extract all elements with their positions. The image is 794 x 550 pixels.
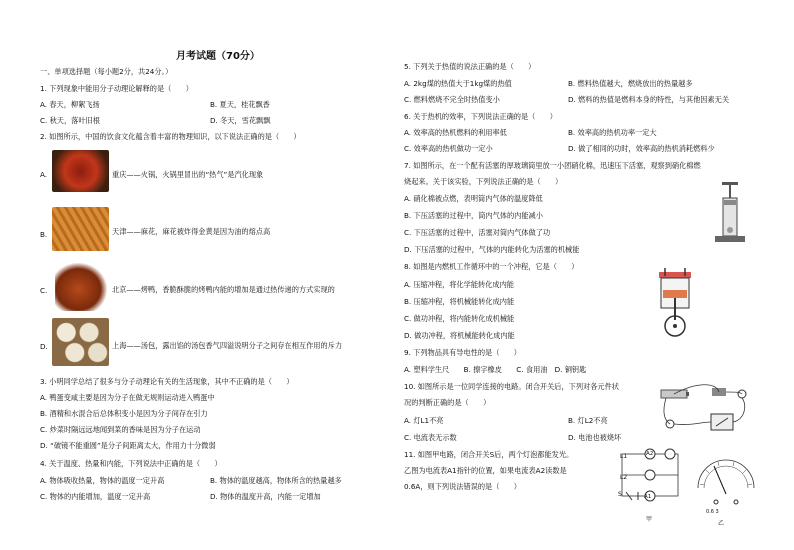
q8-option-c[interactable]: C. 做功冲程，将内能转化成机械能 [404, 314, 515, 323]
q2-letter-a[interactable]: A. [40, 170, 48, 179]
q6-stem: 6. 关于热机的效率，下列说法正确的是（ ） [404, 112, 557, 121]
q2-letter-d[interactable]: D. [40, 342, 48, 351]
q5-option-c[interactable]: C. 燃料燃烧不完全时热值变小 [404, 95, 500, 104]
q7-stem-line1: 7. 如图所示，在一个配有活塞的厚玻璃筒里放一小团硝化棉，迅速压下活塞，观察到硝化棉燃 [404, 161, 701, 170]
q2-option-c[interactable]: 北京——烤鸭，香脆酥脆的烤鸭内能的增加是通过热传递的方式实现的 [112, 285, 335, 294]
q2-option-b[interactable]: 天津——麻花，麻花被炸得金黄是因为油的熔点高 [112, 227, 271, 236]
glass-cylinder-figure [712, 178, 748, 248]
q9-options[interactable]: A. 塑料学生尺 B. 擦字橡皮 C. 食用油 D. 铜钥匙 [404, 365, 587, 374]
q8-option-a[interactable]: A. 压缩冲程，将化学能转化成内能 [404, 280, 514, 289]
q1-option-c[interactable]: C. 秋天，落叶旧根 [40, 116, 100, 125]
q11-line1: 11. 如图甲电路，闭合开关S后，两个灯泡都能发光。 [404, 450, 574, 459]
q10-stem-line1: 10. 如图所示是一位同学连接的电路。闭合开关后，下列对各元件状 [404, 382, 619, 391]
page-title: 月考试题（70分） [176, 51, 260, 62]
label-a2-meter: A2 [646, 451, 654, 457]
q1-option-a[interactable]: A. 春天，柳絮飞扬 [40, 100, 100, 109]
q11-line2: 乙图为电流表A1指针的位置，如果电流表A2读数是 [404, 466, 567, 475]
q7-option-c[interactable]: C. 下压活塞的过程中，活塞对筒内气体做了功 [404, 228, 551, 237]
q2-option-d[interactable]: 上海——汤包，露出馅的汤包香气四溢说明分子之间存在相互作用的斥力 [112, 341, 343, 350]
soup-dumpling-image [52, 318, 109, 366]
q10-option-a[interactable]: A. 灯L1不亮 [404, 416, 444, 425]
q1-stem: 1. 下列现象中能用分子动理论解释的是（ ） [40, 84, 193, 93]
q10-option-c[interactable]: C. 电流表无示数 [404, 433, 457, 442]
q2-letter-b[interactable]: B. [40, 230, 48, 239]
q2-letter-c[interactable]: C. [40, 286, 48, 295]
q3-option-c[interactable]: C. 炒菜时隔远远地闻到菜的香味是因为分子在运动 [40, 425, 201, 434]
roast-duck-image [55, 263, 107, 311]
q3-stem: 3. 小明同学总结了很多与分子动理论有关的生活现象，其中不正确的是（ ） [40, 377, 294, 386]
q11-line3: 0.6A，则下列说法错误的是（ ） [404, 482, 521, 491]
q2-option-a[interactable]: 重庆——火锅，火锅里冒出的“热气”是汽化现象 [112, 170, 264, 179]
q3-option-a[interactable]: A. 鸭蛋变咸主要是因为分子在做无规则运动进入鸭蛋中 [40, 393, 215, 402]
q5-option-a[interactable]: A. 2kg煤的热值大于1kg煤的热值 [404, 79, 512, 88]
q1-option-d[interactable]: D. 冬天，雪花飘飘 [210, 116, 271, 125]
section-heading: 一、单项选择题（每小题2分，共24分。） [40, 67, 173, 76]
q7-option-d[interactable]: D. 下压活塞的过程中，气体的内能转化为活塞的机械能 [404, 245, 580, 254]
q4-stem: 4. 关于温度、热量和内能，下列说法中正确的是（ ） [40, 459, 222, 468]
q4-option-a[interactable]: A. 物体吸收热量，物体的温度一定升高 [40, 476, 165, 485]
label-jia: 甲 [646, 516, 653, 523]
hotpot-image [52, 150, 109, 192]
q8-option-b[interactable]: B. 压缩冲程，将机械能转化成内能 [404, 297, 515, 306]
q10-option-d[interactable]: D. 电池也被烧坏 [568, 433, 622, 442]
q4-option-c[interactable]: C. 物体的内能增加，温度一定升高 [40, 492, 151, 501]
q5-option-b[interactable]: B. 燃料热值越大，燃烧放出的热量越多 [568, 79, 693, 88]
q3-option-b[interactable]: B. 酒精和水混合后总体积变小是因为分子间存在引力 [40, 409, 208, 418]
label-l2: L2 [620, 474, 628, 481]
q8-stem: 8. 如图是内燃机工作循环中的一个冲程，它是（ ） [404, 262, 579, 271]
q8-option-d[interactable]: D. 做功冲程，将机械能转化成内能 [404, 331, 515, 340]
q5-stem: 5. 下列关于热值的说法正确的是（ ） [404, 62, 536, 71]
q10-option-b[interactable]: B. 灯L2不亮 [568, 416, 608, 425]
q6-option-d[interactable]: D. 做了相同的功时，效率高的热机消耗燃料少 [568, 144, 715, 153]
mahua-image [52, 207, 109, 251]
q7-option-b[interactable]: B. 下压活塞的过程中，筒内气体的内能减小 [404, 211, 543, 220]
label-switch-s: S [618, 491, 622, 498]
label-l1: L1 [620, 453, 628, 460]
q3-option-d[interactable]: D. “破镜不能重圆”是分子间距离太大，作用力十分微弱 [40, 441, 216, 450]
q4-option-d[interactable]: D. 物体的温度升高，内能一定增加 [210, 492, 321, 501]
ammeter-scale-label: 0.6 3 [706, 509, 719, 515]
q7-stem-line2: 烧起来。关于该实验，下列说法正确的是（ ） [404, 177, 563, 186]
ammeter-dial-yi [692, 448, 760, 514]
q9-stem: 9. 下列物品具有导电性的是（ ） [404, 348, 521, 357]
q2-stem: 2. 如图所示，中国的饮食文化蕴含着丰富的物理知识，以下说法正确的是（ ） [40, 132, 301, 141]
label-yi: 乙 [718, 520, 725, 527]
label-a1-meter: A1 [644, 494, 652, 500]
q4-option-b[interactable]: B. 物体的温度越高，物体所含的热量越多 [210, 476, 342, 485]
q6-option-c[interactable]: C. 效率高的热机做功一定小 [404, 144, 493, 153]
q1-option-b[interactable]: B. 夏天，桂花飘香 [210, 100, 270, 109]
engine-stroke-figure [653, 268, 697, 342]
q5-option-d[interactable]: D. 燃料的热值是燃料本身的特性，与其他因素无关 [568, 95, 730, 104]
q7-option-a[interactable]: A. 硝化棉被点燃，表明筒内气体的温度降低 [404, 194, 543, 203]
q6-option-b[interactable]: B. 效率高的热机功率一定大 [568, 128, 657, 137]
q10-stem-line2: 况的判断正确的是（ ） [404, 398, 491, 407]
circuit-photo-figure [656, 382, 756, 442]
q6-option-a[interactable]: A. 效率高的热机燃料的利用率低 [404, 128, 507, 137]
